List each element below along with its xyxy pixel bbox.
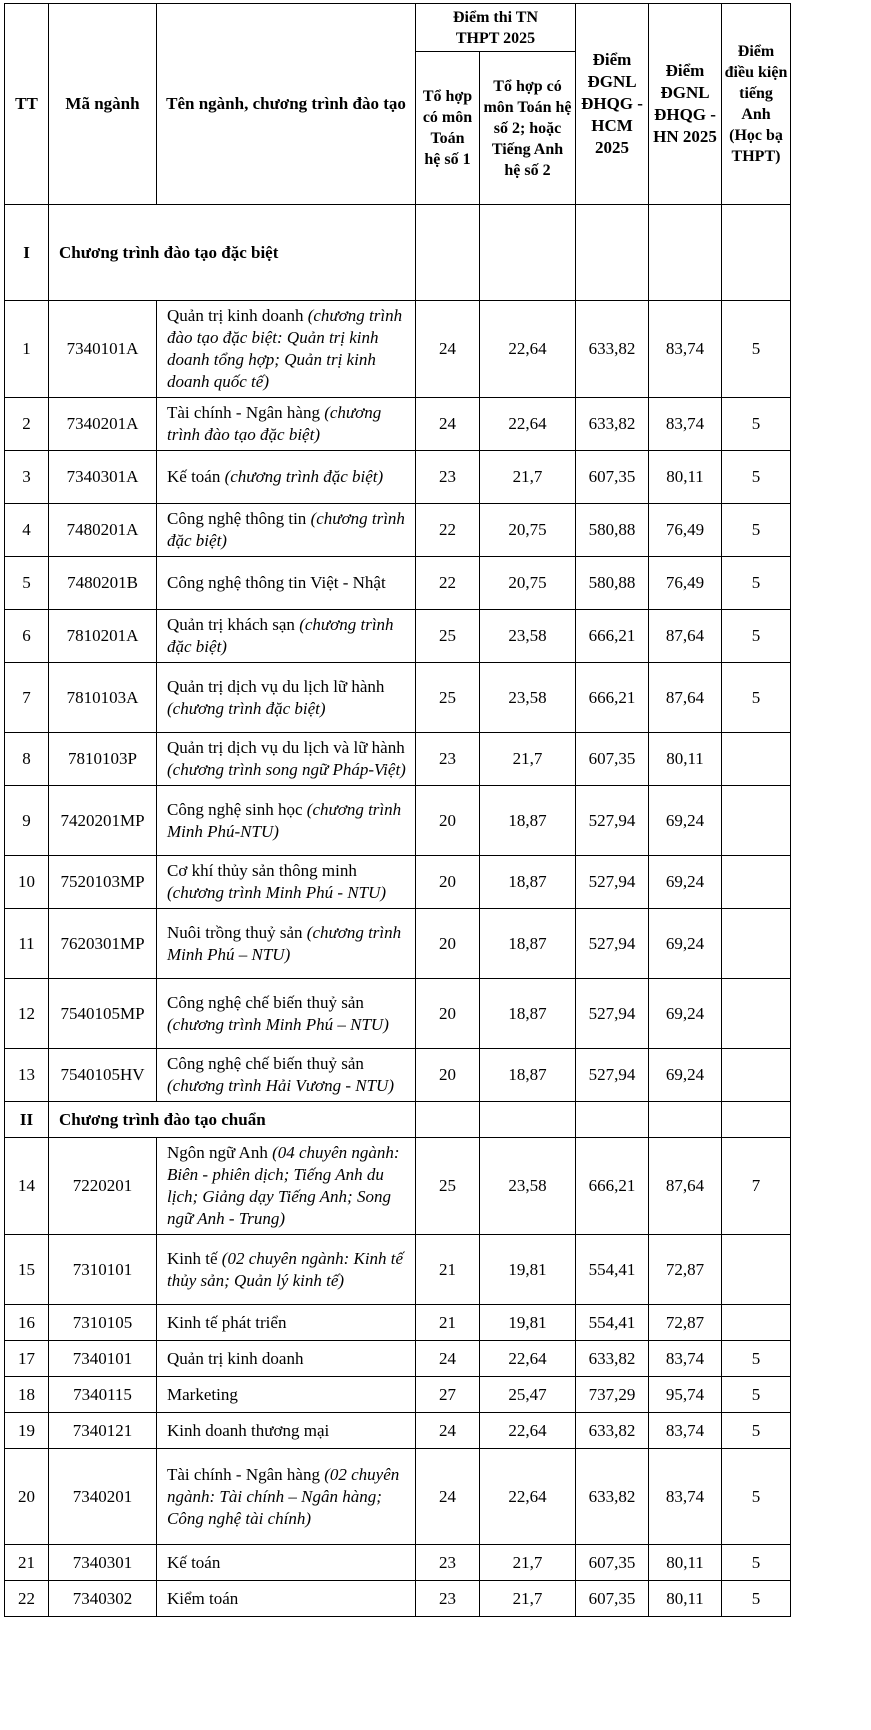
score-to-hop-2: 18,87 [480, 1049, 576, 1102]
score-dgnl-hn: 76,49 [649, 557, 722, 610]
score-to-hop-1: 21 [416, 1235, 480, 1305]
table-row [5, 856, 791, 909]
score-to-hop-2: 22,64 [480, 301, 576, 398]
score-to-hop-1: 24 [416, 398, 480, 451]
score-to-hop-1: 25 [416, 663, 480, 733]
score-to-hop-1: 24 [416, 301, 480, 398]
program-note: (chương trình song ngữ Pháp-Việt) [167, 760, 406, 779]
program-code: 7810201A [49, 610, 157, 663]
score-dgnl-hn: 87,64 [649, 610, 722, 663]
program-name: Tài chính - Ngân hàng [167, 1464, 320, 1484]
score-to-hop-2: 18,87 [480, 786, 576, 856]
section-row [5, 1102, 791, 1138]
score-dgnl-hn: 76,49 [649, 504, 722, 557]
score-dgnl-hcm: 527,94 [576, 909, 649, 979]
score-to-hop-2: 21,7 [480, 1545, 576, 1581]
score-to-hop-2: 21,7 [480, 733, 576, 786]
row-number: 13 [5, 1049, 49, 1102]
program-note: (02 chuyên ngành: Tài chính – Ngân hàng; Công nghệ tài chính) [167, 1464, 400, 1528]
program-name: Quản trị kinh doanh [167, 306, 304, 325]
table-row [5, 1449, 791, 1545]
score-dgnl-hn: 69,24 [649, 856, 722, 909]
score-to-hop-2: 23,58 [480, 1138, 576, 1235]
score-to-hop-1: 20 [416, 1049, 480, 1102]
score-to-hop-1: 25 [416, 1138, 480, 1235]
score-dgnl-hn: 87,64 [649, 1138, 722, 1235]
score-dgnl-hcm: 633,82 [576, 398, 649, 451]
program-note: (chương trình Minh Phú - NTU) [167, 883, 387, 902]
program-name-cell [157, 979, 416, 1049]
score-dgnl-hcm: 737,29 [576, 1377, 649, 1413]
score-to-hop-2: 19,81 [480, 1235, 576, 1305]
table-row [5, 301, 791, 398]
score-english-condition: 5 [722, 663, 791, 733]
row-number: 8 [5, 733, 49, 786]
score-to-hop-1: 21 [416, 1305, 480, 1341]
program-name: Kế toán [167, 1552, 221, 1572]
program-note: (chương trình Minh Phú-NTU) [167, 799, 402, 841]
program-name: Quản trị dịch vụ du lịch và lữ hành [167, 738, 405, 757]
score-dgnl-hn: 72,87 [649, 1305, 722, 1341]
score-dgnl-hn: 83,74 [649, 301, 722, 398]
score-dgnl-hcm: 607,35 [576, 733, 649, 786]
program-code: 7620301MP [49, 909, 157, 979]
score-dgnl-hcm: 666,21 [576, 663, 649, 733]
program-name-cell [157, 610, 416, 663]
score-english-condition [722, 1305, 791, 1341]
program-name-cell [157, 1235, 416, 1305]
table-row [5, 1049, 791, 1102]
program-name-cell [157, 1305, 416, 1341]
score-to-hop-1: 20 [416, 909, 480, 979]
table-body [5, 205, 791, 1617]
score-dgnl-hn: 80,11 [649, 733, 722, 786]
header-diem-thi-group: Điểm thi TN THPT 2025 [416, 4, 576, 52]
score-english-condition: 5 [722, 1449, 791, 1545]
program-name-cell [157, 301, 416, 398]
score-to-hop-2: 23,58 [480, 610, 576, 663]
empty-cell [480, 205, 576, 301]
header-tt: TT [5, 4, 49, 205]
program-code: 7340201 [49, 1449, 157, 1545]
header-dgnl-hn: Điểm ĐGNL ĐHQG -HN 2025 [649, 4, 722, 205]
table-row [5, 610, 791, 663]
table-row [5, 557, 791, 610]
score-to-hop-2: 25,47 [480, 1377, 576, 1413]
program-name-cell [157, 451, 416, 504]
table-row [5, 786, 791, 856]
score-dgnl-hcm: 580,88 [576, 504, 649, 557]
score-dgnl-hn: 80,11 [649, 1581, 722, 1617]
score-dgnl-hcm: 633,82 [576, 1449, 649, 1545]
score-to-hop-1: 23 [416, 451, 480, 504]
program-name: Quản trị kinh doanh [167, 1348, 304, 1368]
score-dgnl-hcm: 666,21 [576, 610, 649, 663]
row-number: 5 [5, 557, 49, 610]
admission-scores-document [4, 3, 791, 1617]
score-english-condition [722, 909, 791, 979]
score-to-hop-1: 25 [416, 610, 480, 663]
program-note: (chương trình đào tạo đặc biệt) [167, 403, 382, 444]
row-number: 15 [5, 1235, 49, 1305]
score-dgnl-hcm: 607,35 [576, 451, 649, 504]
program-code: 7310105 [49, 1305, 157, 1341]
score-english-condition [722, 856, 791, 909]
program-code: 7540105MP [49, 979, 157, 1049]
program-note: (chương trình đặc biệt) [167, 509, 405, 550]
score-dgnl-hcm: 554,41 [576, 1305, 649, 1341]
score-to-hop-1: 20 [416, 979, 480, 1049]
program-name-cell [157, 1449, 416, 1545]
score-to-hop-1: 24 [416, 1341, 480, 1377]
score-to-hop-1: 24 [416, 1413, 480, 1449]
score-to-hop-2: 21,7 [480, 451, 576, 504]
header-to-hop-1: Tổ hợp có môn Toán hệ số 1 [416, 52, 480, 205]
program-note: (chương trình đào tạo đặc biệt: Quản trị kinh doanh tổng hợp; Quản trị kinh doanh quốc tế) [167, 306, 403, 391]
score-english-condition [722, 979, 791, 1049]
score-dgnl-hcm: 607,35 [576, 1581, 649, 1617]
score-english-condition [722, 1049, 791, 1102]
score-to-hop-1: 27 [416, 1377, 480, 1413]
program-name-cell [157, 1581, 416, 1617]
program-name-cell [157, 504, 416, 557]
program-name: Kinh tế phát triển [167, 1312, 287, 1332]
empty-cell [416, 1102, 480, 1138]
program-code: 7340201A [49, 398, 157, 451]
row-number: 21 [5, 1545, 49, 1581]
program-code: 7340302 [49, 1581, 157, 1617]
score-to-hop-2: 22,64 [480, 1449, 576, 1545]
score-to-hop-2: 18,87 [480, 856, 576, 909]
score-dgnl-hn: 83,74 [649, 1413, 722, 1449]
score-english-condition: 5 [722, 1545, 791, 1581]
program-name-cell [157, 1413, 416, 1449]
header-ma-nganh: Mã ngành [49, 4, 157, 205]
program-code: 7340301A [49, 451, 157, 504]
table-row [5, 1545, 791, 1581]
table-row [5, 1377, 791, 1413]
table-row [5, 1235, 791, 1305]
score-dgnl-hcm: 527,94 [576, 856, 649, 909]
table-row [5, 1341, 791, 1377]
program-code: 7540105HV [49, 1049, 157, 1102]
row-number: 11 [5, 909, 49, 979]
empty-cell [576, 205, 649, 301]
row-number: 2 [5, 398, 49, 451]
program-name: Công nghệ chế biến thuỷ sản [167, 1054, 364, 1073]
row-number: 4 [5, 504, 49, 557]
empty-cell [722, 205, 791, 301]
table-row [5, 733, 791, 786]
score-to-hop-2: 20,75 [480, 557, 576, 610]
program-name-cell [157, 1138, 416, 1235]
header-dieu-kien-anh: Điểm điều kiện tiếng Anh (Học bạ THPT) [722, 4, 791, 205]
program-note: (chương trình Minh Phú – NTU) [167, 922, 402, 964]
row-number: 16 [5, 1305, 49, 1341]
program-code: 7310101 [49, 1235, 157, 1305]
program-name-cell [157, 1545, 416, 1581]
row-number: 18 [5, 1377, 49, 1413]
program-code: 7420201MP [49, 786, 157, 856]
score-dgnl-hcm: 607,35 [576, 1545, 649, 1581]
program-name-cell [157, 663, 416, 733]
score-to-hop-1: 24 [416, 1449, 480, 1545]
row-number: 12 [5, 979, 49, 1049]
program-name: Kinh tế [167, 1248, 218, 1268]
score-to-hop-2: 18,87 [480, 979, 576, 1049]
score-english-condition: 5 [722, 451, 791, 504]
score-to-hop-2: 18,87 [480, 909, 576, 979]
table-row [5, 1413, 791, 1449]
program-name: Kiểm toán [167, 1588, 239, 1608]
program-code: 7810103A [49, 663, 157, 733]
score-english-condition: 5 [722, 504, 791, 557]
score-dgnl-hn: 69,24 [649, 979, 722, 1049]
score-dgnl-hcm: 527,94 [576, 1049, 649, 1102]
program-name: Tài chính - Ngân hàng [167, 403, 320, 422]
program-name: Quản trị dịch vụ du lịch lữ hành [167, 676, 385, 696]
score-dgnl-hn: 87,64 [649, 663, 722, 733]
admission-scores-table [4, 3, 791, 1617]
row-number: 20 [5, 1449, 49, 1545]
program-name: Cơ khí thủy sản thông minh [167, 861, 357, 880]
score-english-condition: 5 [722, 301, 791, 398]
score-dgnl-hcm: 633,82 [576, 301, 649, 398]
program-code: 7340115 [49, 1377, 157, 1413]
empty-cell [576, 1102, 649, 1138]
score-dgnl-hn: 69,24 [649, 909, 722, 979]
section-title: Chương trình đào tạo đặc biệt [49, 205, 416, 301]
program-name: Công nghệ thông tin Việt - Nhật [167, 573, 386, 592]
program-name-cell [157, 1377, 416, 1413]
program-code: 7340301 [49, 1545, 157, 1581]
score-english-condition: 5 [722, 1581, 791, 1617]
program-name: Công nghệ sinh học [167, 799, 303, 819]
score-dgnl-hn: 95,74 [649, 1377, 722, 1413]
score-english-condition: 5 [722, 1413, 791, 1449]
score-english-condition: 5 [722, 1377, 791, 1413]
score-to-hop-1: 22 [416, 557, 480, 610]
score-dgnl-hcm: 554,41 [576, 1235, 649, 1305]
score-dgnl-hcm: 633,82 [576, 1413, 649, 1449]
row-number: 14 [5, 1138, 49, 1235]
program-code: 7480201A [49, 504, 157, 557]
score-dgnl-hcm: 527,94 [576, 979, 649, 1049]
table-row [5, 398, 791, 451]
row-number: 1 [5, 301, 49, 398]
score-dgnl-hn: 69,24 [649, 786, 722, 856]
score-to-hop-2: 23,58 [480, 663, 576, 733]
score-to-hop-2: 22,64 [480, 1413, 576, 1449]
score-dgnl-hn: 80,11 [649, 451, 722, 504]
score-to-hop-2: 21,7 [480, 1581, 576, 1617]
score-to-hop-2: 22,64 [480, 1341, 576, 1377]
program-name: Công nghệ thông tin [167, 509, 307, 528]
program-name: Công nghệ chế biến thuỷ sản [167, 992, 364, 1012]
empty-cell [649, 1102, 722, 1138]
score-dgnl-hn: 72,87 [649, 1235, 722, 1305]
row-number: 22 [5, 1581, 49, 1617]
row-number: 9 [5, 786, 49, 856]
program-code: 7520103MP [49, 856, 157, 909]
score-english-condition: 7 [722, 1138, 791, 1235]
program-note: (chương trình Hải Vương - NTU) [167, 1076, 394, 1095]
program-note: (chương trình đặc biệt) [167, 698, 326, 718]
score-dgnl-hn: 83,74 [649, 398, 722, 451]
program-code: 7810103P [49, 733, 157, 786]
table-row [5, 1581, 791, 1617]
row-number: 19 [5, 1413, 49, 1449]
score-dgnl-hn: 69,24 [649, 1049, 722, 1102]
empty-cell [649, 205, 722, 301]
score-english-condition [722, 733, 791, 786]
table-row [5, 504, 791, 557]
score-dgnl-hcm: 633,82 [576, 1341, 649, 1377]
program-note: (chương trình Minh Phú – NTU) [167, 1014, 389, 1034]
row-number: 3 [5, 451, 49, 504]
program-note: (02 chuyên ngành: Kinh tế thủy sản; Quản lý kinh tế) [167, 1248, 404, 1290]
empty-cell [480, 1102, 576, 1138]
program-name-cell [157, 557, 416, 610]
header-to-hop-2: Tổ hợp có môn Toán hệ số 2; hoặc Tiếng Anh hệ số 2 [480, 52, 576, 205]
program-name: Kinh doanh thương mại [167, 1420, 330, 1440]
score-to-hop-2: 19,81 [480, 1305, 576, 1341]
score-to-hop-1: 20 [416, 856, 480, 909]
program-note: (04 chuyên ngành: Biên - phiên dịch; Tiếng Anh du lịch; Giảng dạy Tiếng Anh; Song ngữ Anh - Trung) [167, 1143, 400, 1228]
empty-cell [416, 205, 480, 301]
program-code: 7340101A [49, 301, 157, 398]
section-title: Chương trình đào tạo chuẩn [49, 1102, 416, 1138]
header-ten-nganh: Tên ngành, chương trình đào tạo [157, 4, 416, 205]
table-row [5, 1305, 791, 1341]
score-to-hop-1: 23 [416, 733, 480, 786]
score-english-condition [722, 1235, 791, 1305]
program-name-cell [157, 786, 416, 856]
empty-cell [722, 1102, 791, 1138]
score-dgnl-hn: 83,74 [649, 1341, 722, 1377]
score-dgnl-hcm: 580,88 [576, 557, 649, 610]
program-name: Ngôn ngữ Anh [167, 1143, 268, 1162]
score-english-condition: 5 [722, 398, 791, 451]
header-dgnl-hcm: Điểm ĐGNL ĐHQG -HCM 2025 [576, 4, 649, 205]
program-code: 7340121 [49, 1413, 157, 1449]
table-row [5, 909, 791, 979]
program-code: 7340101 [49, 1341, 157, 1377]
program-name-cell [157, 398, 416, 451]
program-name: Nuôi trồng thuỷ sản [167, 922, 303, 942]
program-name-cell [157, 733, 416, 786]
program-code: 7480201B [49, 557, 157, 610]
table-row [5, 451, 791, 504]
program-name-cell [157, 1341, 416, 1377]
row-number: 10 [5, 856, 49, 909]
score-english-condition [722, 786, 791, 856]
score-english-condition: 5 [722, 610, 791, 663]
score-to-hop-1: 23 [416, 1545, 480, 1581]
score-to-hop-1: 22 [416, 504, 480, 557]
score-dgnl-hcm: 666,21 [576, 1138, 649, 1235]
score-dgnl-hn: 80,11 [649, 1545, 722, 1581]
score-to-hop-1: 20 [416, 786, 480, 856]
program-name: Marketing [167, 1384, 238, 1404]
program-name: Quản trị khách sạn [167, 615, 295, 634]
score-dgnl-hn: 83,74 [649, 1449, 722, 1545]
score-to-hop-2: 20,75 [480, 504, 576, 557]
table-row [5, 663, 791, 733]
score-english-condition: 5 [722, 557, 791, 610]
program-note: (chương trình đặc biệt) [224, 467, 384, 486]
score-dgnl-hcm: 527,94 [576, 786, 649, 856]
program-name-cell [157, 856, 416, 909]
section-number: I [5, 205, 49, 301]
row-number: 6 [5, 610, 49, 663]
program-code: 7220201 [49, 1138, 157, 1235]
row-number: 17 [5, 1341, 49, 1377]
program-name-cell [157, 1049, 416, 1102]
program-note: (chương trình đặc biệt) [167, 615, 394, 656]
row-number: 7 [5, 663, 49, 733]
program-name: Kế toán [167, 467, 221, 486]
program-name-cell [157, 909, 416, 979]
table-row [5, 1138, 791, 1235]
section-number: II [5, 1102, 49, 1138]
section-row [5, 205, 791, 301]
table-row [5, 979, 791, 1049]
score-to-hop-2: 22,64 [480, 398, 576, 451]
score-to-hop-1: 23 [416, 1581, 480, 1617]
score-english-condition: 5 [722, 1341, 791, 1377]
